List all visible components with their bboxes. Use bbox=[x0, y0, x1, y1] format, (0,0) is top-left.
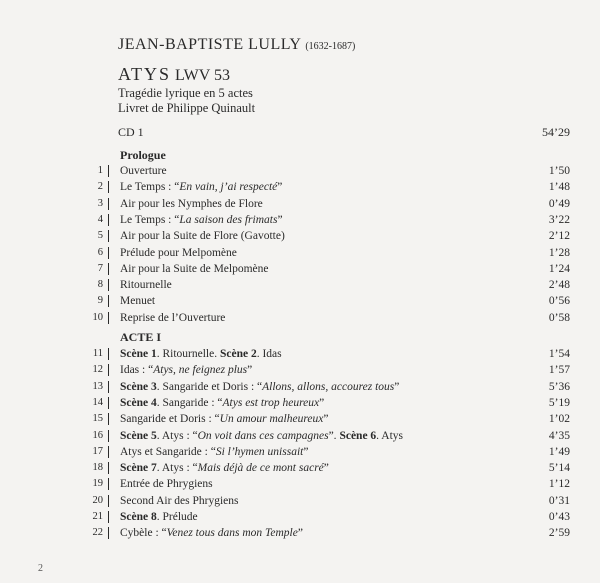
track-title-text: Air pour la Suite de Flore (Gavotte) bbox=[120, 230, 285, 243]
track-title bbox=[120, 245, 237, 261]
track-number: 3 bbox=[97, 197, 103, 209]
track-row bbox=[0, 163, 600, 179]
track-row bbox=[0, 525, 600, 541]
track-number: 7 bbox=[97, 262, 103, 274]
track-title-text: . Ritournelle. bbox=[156, 348, 220, 360]
track-divider bbox=[108, 230, 109, 242]
track-number: 16 bbox=[92, 429, 103, 441]
scene-label: Scène 5 bbox=[120, 429, 157, 442]
page-number: 2 bbox=[38, 563, 43, 574]
quoted-incipit: Atys, ne feignez plus bbox=[153, 364, 248, 377]
track-duration: 1’28 bbox=[548, 246, 570, 259]
track-number: 6 bbox=[97, 246, 103, 258]
quoted-incipit: Atys est trop heureux bbox=[222, 396, 320, 409]
track-title-text: . Sangaride : “ bbox=[156, 396, 223, 409]
track-row bbox=[0, 179, 600, 195]
track-title-text: . Atys : “ bbox=[156, 429, 198, 442]
track-divider bbox=[108, 462, 109, 474]
track-title-text: Second Air des Phrygiens bbox=[120, 494, 239, 507]
track-number: 15 bbox=[92, 413, 103, 425]
quoted-incipit: On voit dans ces campagnes bbox=[197, 429, 329, 442]
track-title-text: . Sangaride et Doris : “ bbox=[156, 380, 263, 393]
track-title-text: Cybèle : “ bbox=[120, 527, 167, 540]
track-title-text: ” bbox=[277, 213, 283, 226]
track-title-text: ” bbox=[297, 527, 303, 540]
track-duration: 0’49 bbox=[548, 197, 570, 210]
section-heading: ACTE I bbox=[120, 330, 162, 344]
track-title-text: . Atys bbox=[376, 429, 404, 442]
track-title-text: Entrée de Phrygiens bbox=[120, 478, 213, 491]
scene-label: Scène 1 bbox=[120, 348, 157, 360]
track-number: 8 bbox=[97, 279, 103, 291]
track-row bbox=[0, 428, 600, 444]
track-row bbox=[0, 509, 600, 525]
quoted-incipit: En vain, j’ai respecté bbox=[179, 181, 278, 194]
track-row bbox=[0, 460, 600, 476]
track-divider bbox=[108, 279, 109, 291]
cd-duration: 54’29 bbox=[542, 125, 570, 139]
track-title bbox=[120, 476, 213, 492]
track-row bbox=[0, 395, 600, 411]
track-row bbox=[0, 346, 600, 362]
track-divider bbox=[108, 181, 109, 193]
composer-name: JEAN-BAPTISTE LULLY bbox=[118, 36, 301, 53]
track-title-text: Ritournelle bbox=[120, 279, 172, 292]
track-divider bbox=[108, 478, 109, 490]
track-row bbox=[0, 362, 600, 378]
track-duration: 1’24 bbox=[548, 262, 570, 275]
track-title bbox=[120, 261, 269, 277]
track-number: 13 bbox=[92, 380, 103, 392]
work-title-line bbox=[118, 64, 230, 85]
track-row bbox=[0, 493, 600, 509]
track-divider bbox=[108, 430, 109, 442]
librettist: Livret de Philippe Quinault bbox=[118, 101, 256, 115]
track-divider bbox=[108, 247, 109, 259]
track-duration: 1’50 bbox=[548, 165, 570, 177]
scene-label: Scène 4 bbox=[120, 396, 157, 409]
track-duration: 2’12 bbox=[548, 230, 570, 243]
track-row bbox=[0, 277, 600, 293]
track-row bbox=[0, 293, 600, 309]
scene-label: Scène 2 bbox=[219, 348, 257, 360]
track-row bbox=[0, 261, 600, 277]
track-number: 1 bbox=[97, 165, 103, 176]
track-divider bbox=[108, 495, 109, 507]
track-divider bbox=[108, 165, 109, 177]
track-row bbox=[0, 196, 600, 212]
track-divider bbox=[108, 263, 109, 275]
quoted-incipit: Un amour malheureux bbox=[219, 413, 324, 426]
track-duration: 1’57 bbox=[548, 364, 570, 377]
track-title bbox=[120, 460, 329, 476]
work-subtitle: Tragédie lyrique en 5 actes bbox=[118, 86, 253, 100]
track-duration: 5’19 bbox=[548, 396, 570, 409]
track-title-text: ” bbox=[319, 396, 325, 409]
track-title-text: ” bbox=[247, 364, 253, 377]
track-divider bbox=[108, 527, 109, 539]
track-divider bbox=[108, 348, 109, 360]
quoted-incipit: Si l’hymen unissait bbox=[215, 445, 304, 458]
track-title bbox=[120, 346, 282, 362]
track-title bbox=[120, 362, 252, 378]
track-title bbox=[120, 379, 399, 395]
track-title-text: Air pour les Nymphes de Flore bbox=[120, 197, 263, 210]
track-duration: 5’14 bbox=[548, 462, 570, 475]
track-title-text: Sangaride et Doris : “ bbox=[120, 413, 220, 426]
track-row bbox=[0, 379, 600, 395]
track-row bbox=[0, 245, 600, 261]
track-number: 19 bbox=[92, 478, 103, 490]
track-title bbox=[120, 493, 239, 509]
track-number: 17 bbox=[92, 445, 103, 457]
track-title-text: ” bbox=[303, 445, 309, 458]
track-title-text: . Idas bbox=[256, 348, 282, 360]
track-duration: 1’54 bbox=[548, 348, 570, 360]
track-title-text: . Prélude bbox=[156, 511, 198, 523]
track-title-text: Le Temps : “ bbox=[120, 181, 180, 194]
track-row bbox=[0, 228, 600, 244]
track-divider bbox=[108, 511, 109, 523]
track-duration: 1’02 bbox=[548, 413, 570, 426]
track-divider bbox=[108, 364, 109, 376]
track-duration: 4’35 bbox=[548, 429, 570, 442]
track-duration: 1’12 bbox=[548, 478, 570, 491]
scene-label: Scène 7 bbox=[120, 462, 157, 475]
track-duration: 3’22 bbox=[548, 213, 570, 226]
scene-label: Scène 6 bbox=[339, 429, 377, 442]
track-title-text: ” bbox=[277, 181, 283, 194]
track-divider bbox=[108, 413, 109, 425]
track-title bbox=[120, 179, 282, 195]
track-title bbox=[120, 411, 328, 427]
track-duration: 0’56 bbox=[548, 295, 570, 308]
track-title-text: ”. bbox=[328, 429, 340, 442]
track-divider bbox=[108, 397, 109, 409]
track-duration: 1’48 bbox=[548, 181, 570, 194]
track-number: 12 bbox=[92, 364, 103, 376]
track-duration: 0’31 bbox=[548, 494, 570, 507]
track-title-text: Reprise de l’Ouverture bbox=[120, 311, 226, 324]
quoted-incipit: Allons, allons, accourez tous bbox=[262, 380, 395, 393]
track-row bbox=[0, 411, 600, 427]
track-title-text: ” bbox=[323, 413, 329, 426]
track-duration: 2’48 bbox=[548, 279, 570, 292]
track-number: 5 bbox=[97, 230, 103, 242]
composer-dates: (1632-1687) bbox=[305, 41, 356, 52]
track-title-text: ” bbox=[394, 380, 400, 393]
track-title bbox=[120, 509, 198, 525]
track-number: 10 bbox=[92, 311, 103, 323]
track-number: 9 bbox=[97, 295, 103, 307]
track-row bbox=[0, 310, 600, 326]
quoted-incipit: La saison des frimats bbox=[179, 213, 278, 226]
track-number: 14 bbox=[92, 396, 103, 408]
track-title bbox=[120, 163, 167, 179]
track-title-text: Prélude pour Melpomène bbox=[120, 246, 237, 259]
track-title-text: Atys et Sangaride : “ bbox=[120, 445, 216, 458]
cd-label: CD 1 bbox=[118, 125, 144, 139]
track-title bbox=[120, 228, 285, 244]
track-divider bbox=[108, 446, 109, 458]
section-heading: Prologue bbox=[120, 148, 166, 162]
track-number: 21 bbox=[92, 511, 103, 522]
track-title-text: Ouverture bbox=[120, 165, 167, 177]
track-title-text: ” bbox=[323, 462, 329, 475]
track-title bbox=[120, 212, 283, 228]
quoted-incipit: Venez tous dans mon Temple bbox=[166, 527, 298, 540]
track-title-text: Air pour la Suite de Melpomène bbox=[120, 262, 269, 275]
track-title bbox=[120, 293, 155, 309]
track-duration: 1’49 bbox=[548, 445, 570, 458]
track-divider bbox=[108, 295, 109, 307]
track-title bbox=[120, 395, 324, 411]
track-row bbox=[0, 476, 600, 492]
quoted-incipit: Mais déjà de ce mont sacré bbox=[197, 462, 324, 475]
track-title bbox=[120, 310, 225, 326]
catalog-number: LWV 53 bbox=[175, 67, 230, 84]
composer-line bbox=[118, 36, 355, 54]
track-duration: 2’59 bbox=[548, 527, 570, 540]
track-title bbox=[120, 444, 308, 460]
track-number: 20 bbox=[92, 494, 103, 506]
track-title bbox=[120, 428, 403, 444]
track-title bbox=[120, 525, 303, 541]
track-divider bbox=[108, 312, 109, 324]
track-duration: 0’58 bbox=[548, 311, 570, 324]
track-row bbox=[0, 212, 600, 228]
track-number: 22 bbox=[92, 527, 103, 539]
track-title bbox=[120, 277, 172, 293]
scene-label: Scène 8 bbox=[120, 511, 157, 523]
track-divider bbox=[108, 214, 109, 226]
track-title-text: Le Temps : “ bbox=[120, 213, 180, 226]
track-divider bbox=[108, 198, 109, 210]
work-title: ATYS bbox=[118, 64, 172, 84]
track-duration: 0’43 bbox=[548, 511, 570, 523]
scene-label: Scène 3 bbox=[120, 380, 157, 393]
track-number: 2 bbox=[97, 181, 103, 193]
track-title-text: Menuet bbox=[120, 295, 156, 308]
track-number: 18 bbox=[92, 462, 103, 474]
track-number: 11 bbox=[92, 348, 103, 359]
track-number: 4 bbox=[97, 213, 103, 225]
track-title-text: Idas : “ bbox=[120, 364, 154, 377]
track-row bbox=[0, 444, 600, 460]
track-title bbox=[120, 196, 263, 212]
track-divider bbox=[108, 381, 109, 393]
track-title-text: . Atys : “ bbox=[156, 462, 198, 475]
track-duration: 5’36 bbox=[548, 380, 570, 393]
